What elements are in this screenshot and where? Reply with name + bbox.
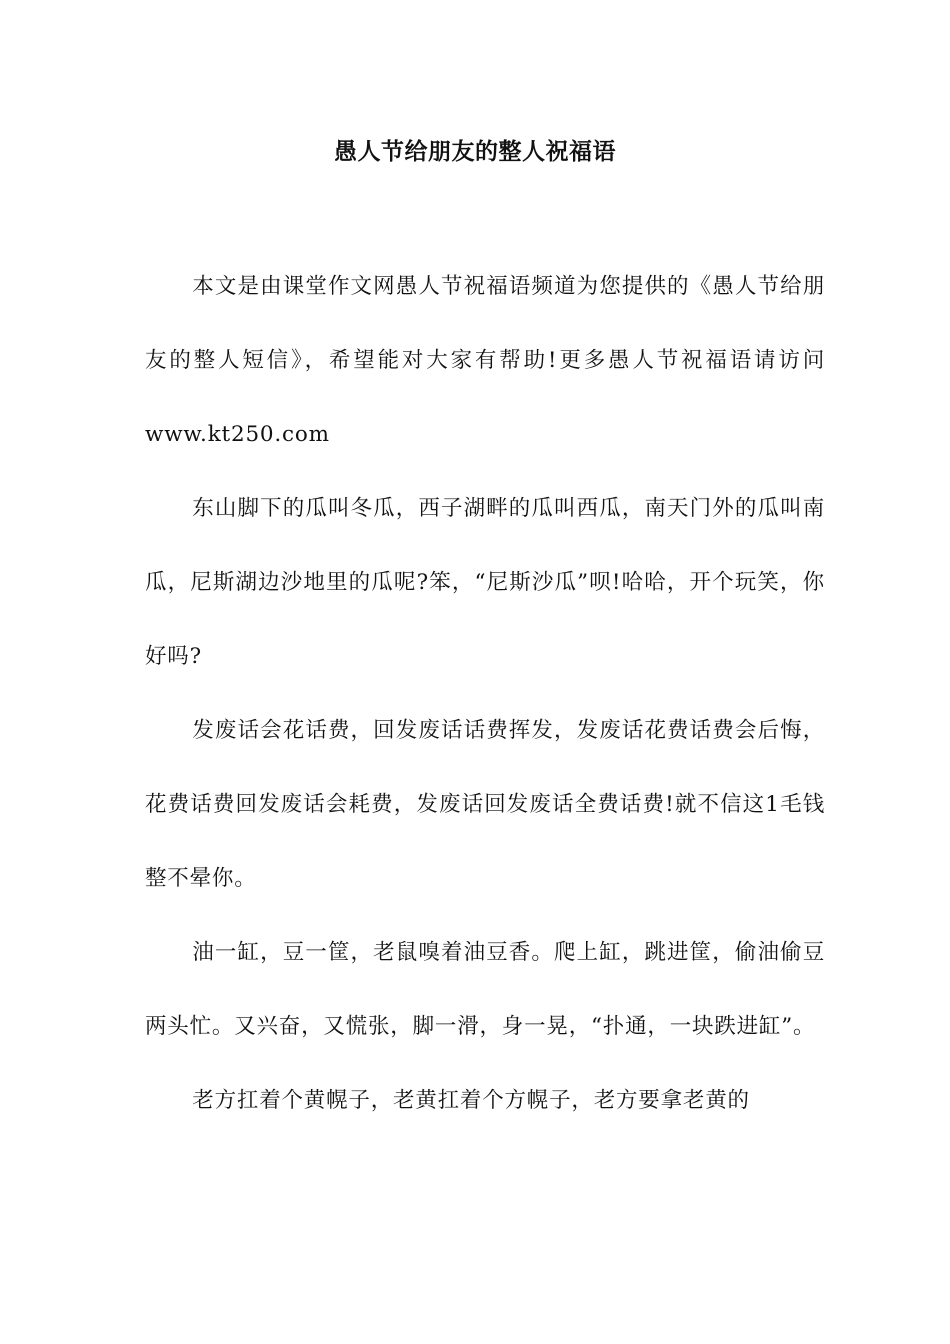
document-title: 愚人节给朋友的整人祝福语 bbox=[334, 139, 616, 165]
paragraph-mouse-rhyme: 油一缸，豆一筐，老鼠嗅着油豆香。爬上缸，跳进筐，偷油偷豆两头忙。又兴奋，又慌张，脚一滑，身一晃，“扑通，一块跌进缸”。 bbox=[145, 940, 825, 1039]
paragraph-melon-joke: 东山脚下的瓜叫冬瓜，西子湖畔的瓜叫西瓜，南天门外的瓜叫南瓜，尼斯湖边沙地里的瓜呢?笨，“尼斯沙瓜”呗!哈哈，开个玩笑，你好吗? bbox=[145, 496, 825, 669]
paragraph-tongue-twister-phone-fee: 发废话会花话费，回发废话话费挥发，发废话花费话费会后悔，花费话费回发废话会耗费，发废话回发废话全费话费!就不信这1毛钱整不晕你。 bbox=[145, 718, 825, 891]
document-body bbox=[145, 250, 825, 1138]
paragraph-intro: 本文是由课堂作文网愚人节祝福语频道为您提供的《愚人节给朋友的整人短信》，希望能对大家有帮助!更多愚人节祝福语请访问www.kt250.com bbox=[145, 274, 825, 447]
paragraph-banner-tongue-twister: 老方扛着个黄幌子，老黄扛着个方幌子，老方要拿老黄的 bbox=[192, 1088, 750, 1113]
